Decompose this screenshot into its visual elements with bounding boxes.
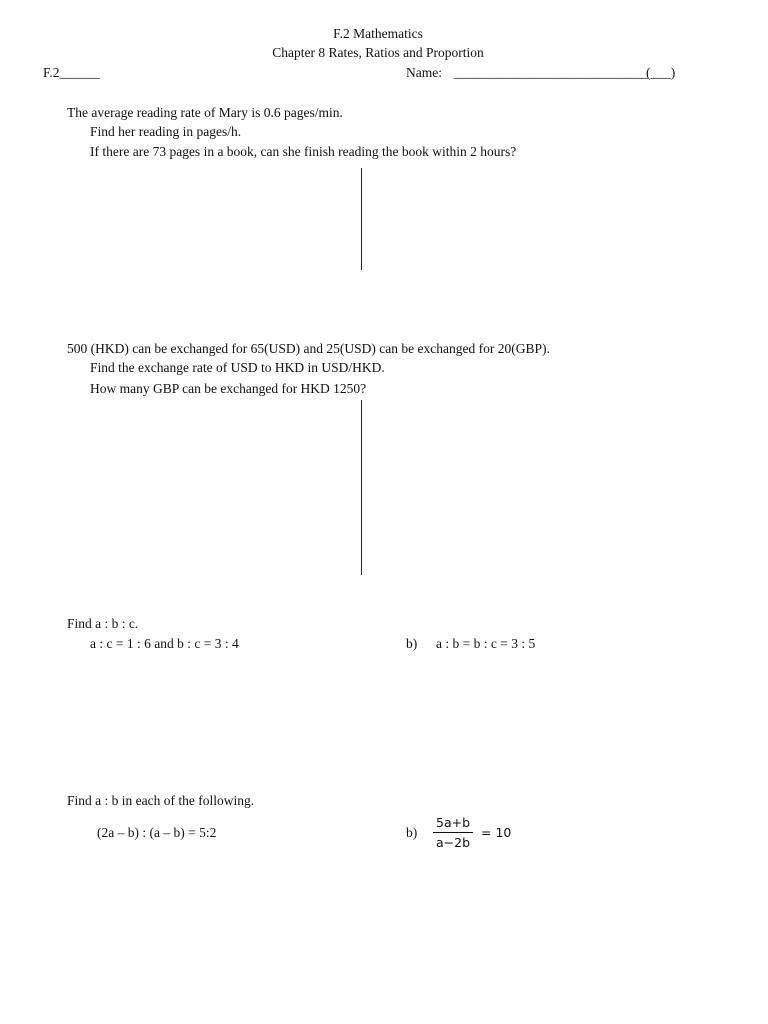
q2-answer-divider (361, 400, 362, 575)
name-label: Name: (406, 65, 442, 80)
name-field[interactable]: ______________________________ (454, 65, 648, 80)
q3-part-a: a : c = 1 : 6 and b : c = 3 : 4 (90, 636, 239, 651)
q3-part-b: a : b = b : c = 3 : 5 (436, 636, 536, 651)
q1-answer-divider (361, 168, 362, 270)
q3-part-b-label: b) (406, 636, 418, 651)
q2-part-a: Find the exchange rate of USD to HKD in USD/HKD. (90, 360, 385, 375)
q2-stem: 500 (HKD) can be exchanged for 65(USD) and 25(USD) can be exchanged for 20(GBP). (67, 341, 550, 356)
class-field[interactable]: F.2______ (43, 65, 101, 80)
q4-part-b-fraction (433, 815, 473, 850)
q2-part-b: How many GBP can be exchanged for HKD 1250? (90, 381, 367, 396)
q3-stem: Find a : b : c. (67, 616, 139, 631)
q4-part-b-rhs: = 10 (481, 825, 512, 840)
q4-stem: Find a : b in each of the following. (67, 793, 255, 808)
fraction-denominator: a−2b (436, 835, 471, 850)
class-number-field[interactable]: (___) (646, 65, 676, 80)
q1-part-a: Find her reading in pages/h. (90, 124, 242, 139)
q1-part-b: If there are 73 pages in a book, can she finish reading the book within 2 hours? (90, 144, 517, 159)
q1-stem: The average reading rate of Mary is 0.6 pages/min. (67, 105, 343, 120)
q4-part-a: (2a – b) : (a – b) = 5:2 (97, 825, 217, 840)
fraction-numerator: 5a+b (433, 815, 473, 833)
chapter-subtitle: Chapter 8 Rates, Ratios and Proportion (272, 45, 484, 60)
page-title: F.2 Mathematics (333, 26, 423, 41)
q4-part-b-label: b) (406, 825, 418, 840)
